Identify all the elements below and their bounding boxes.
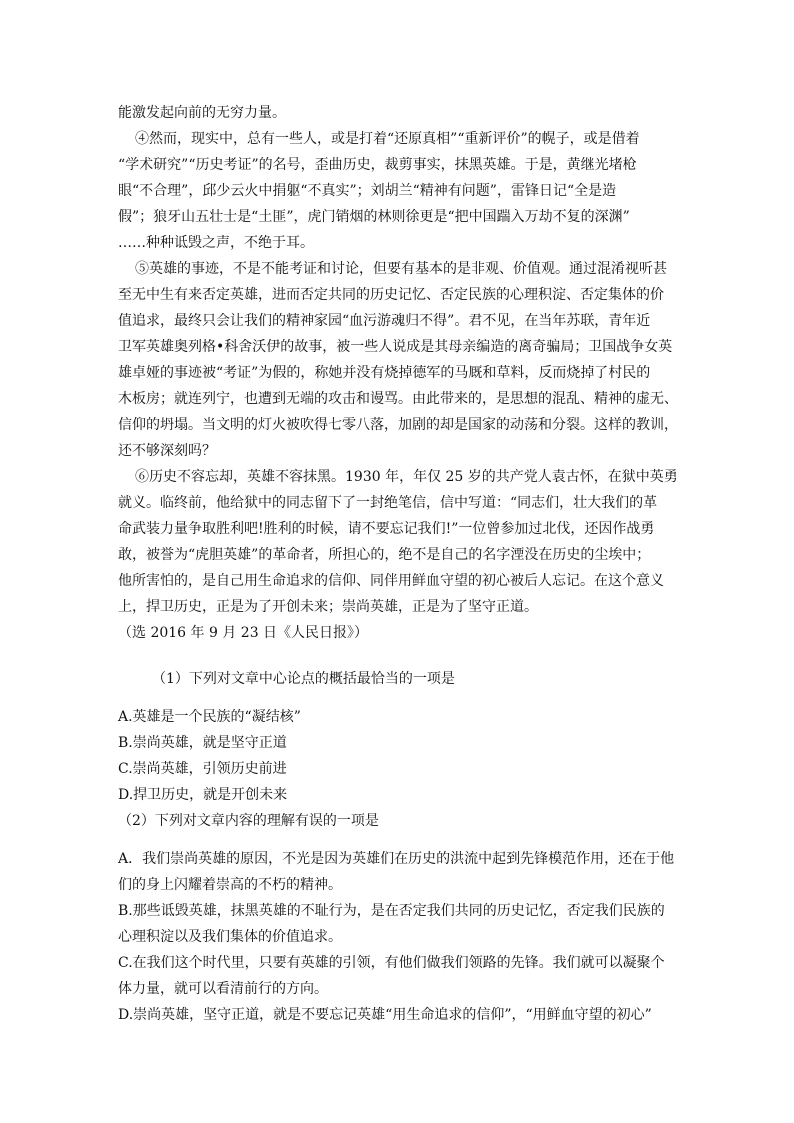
question-1-stem: （1）下列对文章中心论点的概括最恰当的一项是 [152, 671, 455, 687]
question-2-option-line: A．我们崇尚英雄的原因，不光是因为英雄们在历史的洪流中起到先锋模范作用，还在于他 [118, 851, 675, 867]
question-2-option-line: B.那些诋毁英雄，抹黑英雄的不耻行为，是在否定我们共同的历史记忆，否定我们民族的 [118, 903, 665, 919]
article-line: 眼“不合理”，邱少云火中捐躯“不真实”；刘胡兰“精神有问题”，雷锋日记“全是造 [118, 183, 617, 199]
question-2-option-line: 心理积淀以及我们集体的价值追求。 [118, 929, 342, 945]
question-1-option-c: C.崇尚英雄，引领历史前进 [118, 761, 287, 777]
article-line: 假”；狼牙山五壮士是“土匪”，虎门销烟的林则徐更是“把中国踹入万劫不复的深渊” [118, 209, 630, 225]
article-line: 至无中生有来否定英雄，进而否定共同的历史记忆、否定民族的心理积淀、否定集体的价 [118, 287, 664, 303]
article-line: 卫军英雄奥列格•科舍沃伊的故事，被一些人说成是其母亲编造的离奇骗局；卫国战争女英 [118, 339, 673, 355]
article-line: “学术研究”“历史考证”的名号，歪曲历史，裁剪事实，抹黑英雄。于是，黄继光堵枪 [118, 157, 637, 173]
article-line: 信仰的坍塌。当文明的灯火被吹得七零八落，加剧的却是国家的动荡和分裂。这样的教训， [118, 417, 678, 433]
question-2-stem: （2）下列对文章内容的理解有误的一项是 [118, 813, 379, 829]
article-line: 值追求，最终只会让我们的精神家园“血污游魂归不得”。君不见，在当年苏联，青年近 [118, 313, 651, 329]
question-2-option-line: C.在我们这个时代里，只要有英雄的引领，有他们做我们领路的先锋。我们就可以凝聚个 [118, 955, 665, 971]
source-citation: （选 2016 年 9 月 23 日《人民日报》） [118, 625, 369, 641]
article-line: 敢，被誉为“虎胆英雄”的革命者，所担心的，绝不是自己的名字湮没在历史的尘埃中； [118, 547, 651, 563]
question-1-option-b: B.崇尚英雄，就是坚守正道 [118, 735, 287, 751]
article-line: 能激发起向前的无穷力量。 [118, 105, 286, 121]
question-1-option-d: D.捍卫历史，就是开创未来 [118, 787, 288, 803]
article-line: 他所害怕的，是自己用生命追求的信仰、同伴用鲜血守望的初心被后人忘记。在这个意义 [118, 573, 664, 589]
question-2-option-line: 体力量，就可以看清前行的方向。 [118, 981, 328, 997]
article-line: 还不够深刻吗？ [118, 443, 216, 459]
question-2-option-line: 们的身上闪耀着崇高的不朽的精神。 [118, 877, 342, 893]
article-line: 木板房；就连列宁，也遭到无端的攻击和谩骂。由此带来的，是思想的混乱、精神的虚无、 [118, 391, 678, 407]
article-line: 命武装力量争取胜利吧!胜利的时候，请不要忘记我们!”一位曾参加过北伐，还因作战勇 [118, 521, 655, 537]
question-2-option-line: D.崇尚英雄，坚守正道，就是不要忘记英雄“用生命追求的信仰”，“用鲜血守望的初心” [118, 1007, 652, 1023]
article-line: 雄卓娅的事迹被“考证”为假的，称她并没有烧掉德军的马厩和草料，反而烧掉了村民的 [118, 365, 651, 381]
article-line: ④然而，现实中，总有一些人，或是打着“还原真相”“重新评价”的幌子，或是借着 [135, 131, 640, 147]
article-line: 就义。临终前，他给狱中的同志留下了一封绝笔信，信中写道：“同志们，壮大我们的革 [118, 495, 658, 511]
article-line: ⑤英雄的事迹，不是不能考证和讨论，但要有基本的是非观、价值观。通过混淆视听甚 [135, 261, 667, 277]
article-line: ⑥历史不容忘却，英雄不容抹黑。1930 年，年仅 25 岁的共产党人袁古怀，在狱中英勇 [135, 469, 678, 485]
article-line: 上，捍卫历史，正是为了开创未来；崇尚英雄，正是为了坚守正道。 [118, 599, 538, 615]
question-1-option-a: A.英雄是一个民族的“凝结核” [118, 709, 301, 725]
article-line: ……种种诋毁之声，不绝于耳。 [118, 235, 314, 251]
